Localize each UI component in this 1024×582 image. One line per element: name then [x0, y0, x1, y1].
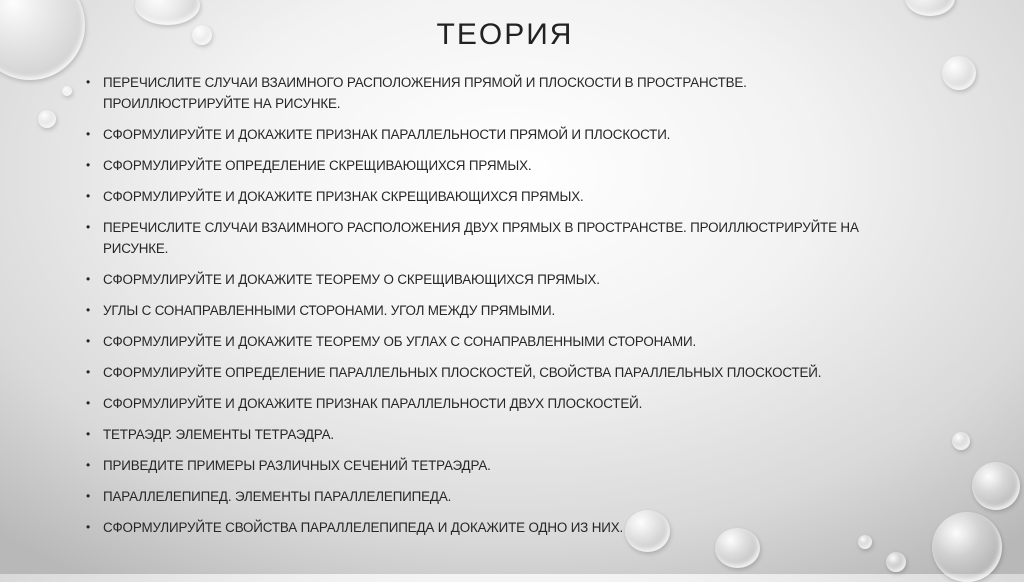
list-item-text: ПЕРЕЧИСЛИТЕ СЛУЧАИ ВЗАИМНОГО РАСПОЛОЖЕНИЯ ДВУХ ПРЯМЫХ В ПРОСТРАНСТВЕ. ПРОИЛЛЮСТРИРУЙТЕ НА [103, 220, 859, 235]
list-item-text: СФОРМУЛИРУЙТЕ И ДОКАЖИТЕ ТЕОРЕМУ О СКРЕЩИВАЮЩИХСЯ ПРЯМЫХ. [103, 272, 600, 287]
list-item [84, 393, 964, 414]
water-drop [886, 552, 906, 572]
list-item [84, 72, 964, 114]
list-item-text: ПРИВЕДИТЕ ПРИМЕРЫ РАЗЛИЧНЫХ СЕЧЕНИЙ ТЕТРАЭДРА. [103, 458, 491, 473]
bullet-icon: • [86, 272, 91, 286]
bullet-icon: • [86, 520, 91, 534]
bullet-icon: • [86, 158, 91, 172]
list-item [84, 269, 964, 290]
list-item [84, 362, 964, 383]
list-item-text: СФОРМУЛИРУЙТЕ СВОЙСТВА ПАРАЛЛЕЛЕПИПЕДА И ДОКАЖИТЕ ОДНО ИЗ НИХ. [103, 520, 624, 535]
bullet-list [84, 72, 964, 548]
bullet-icon: • [86, 396, 91, 410]
list-item [84, 455, 964, 476]
list-item-text: СФОРМУЛИРУЙТЕ И ДОКАЖИТЕ ПРИЗНАК ПАРАЛЛЕЛЬНОСТИ ПРЯМОЙ И ПЛОСКОСТИ. [103, 127, 671, 142]
list-item-text: СФОРМУЛИРУЙТЕ ОПРЕДЕЛЕНИЕ ПАРАЛЛЕЛЬНЫХ ПЛОСКОСТЕЙ, СВОЙСТВА ПАРАЛЛЕЛЬНЫХ ПЛОСКОСТЕЙ. [103, 365, 822, 380]
list-item-text: СФОРМУЛИРУЙТЕ И ДОКАЖИТЕ ПРИЗНАК ПАРАЛЛЕЛЬНОСТИ ДВУХ ПЛОСКОСТЕЙ. [103, 396, 643, 411]
bullet-icon: • [86, 427, 91, 441]
bullet-icon: • [86, 489, 91, 503]
list-item [84, 124, 964, 145]
bullet-icon: • [86, 220, 91, 234]
bullet-icon: • [86, 365, 91, 379]
bullet-icon: • [86, 189, 91, 203]
list-item-text: СФОРМУЛИРУЙТЕ И ДОКАЖИТЕ ТЕОРЕМУ ОБ УГЛАХ С СОНАПРАВЛЕННЫМИ СТОРОНАМИ. [103, 334, 697, 349]
list-item [84, 486, 964, 507]
bullet-icon: • [86, 127, 91, 141]
slide-title: ТЕОРИЯ [436, 18, 574, 51]
water-drop [905, 0, 955, 16]
list-item-text: ПАРАЛЛЕЛЕПИПЕД. ЭЛЕМЕНТЫ ПАРАЛЛЕЛЕПИПЕДА. [103, 489, 452, 504]
list-item-text: СФОРМУЛИРУЙТЕ ОПРЕДЕЛЕНИЕ СКРЕЩИВАЮЩИХСЯ ПРЯМЫХ. [103, 158, 532, 173]
bullet-icon: • [86, 75, 91, 89]
water-drop [62, 86, 72, 96]
bullet-icon: • [86, 303, 91, 317]
list-item-text: ПРОИЛЛЮСТРИРУЙТЕ НА РИСУНКЕ. [103, 96, 341, 111]
list-item [84, 331, 964, 352]
list-item [84, 155, 964, 176]
list-item-text: СФОРМУЛИРУЙТЕ И ДОКАЖИТЕ ПРИЗНАК СКРЕЩИВАЮЩИХСЯ ПРЯМЫХ. [103, 189, 584, 204]
water-drop [972, 462, 1020, 510]
list-item [84, 186, 964, 207]
list-item-text: ТЕТРАЭДР. ЭЛЕМЕНТЫ ТЕТРАЭДРА. [103, 427, 335, 442]
bullet-icon: • [86, 334, 91, 348]
list-item [84, 217, 964, 259]
bullet-icon: • [86, 458, 91, 472]
list-item-text: ПЕРЕЧИСЛИТЕ СЛУЧАИ ВЗАИМНОГО РАСПОЛОЖЕНИЯ ПРЯМОЙ И ПЛОСКОСТИ В ПРОСТРАНСТВЕ. [103, 75, 747, 90]
list-item [84, 517, 964, 538]
water-drop [38, 110, 56, 128]
list-item-text: УГЛЫ С СОНАПРАВЛЕННЫМИ СТОРОНАМИ. УГОЛ МЕЖДУ ПРЯМЫМИ. [103, 303, 556, 318]
list-item-text: РИСУНКЕ. [103, 241, 169, 256]
list-item [84, 300, 964, 321]
list-item [84, 424, 964, 445]
